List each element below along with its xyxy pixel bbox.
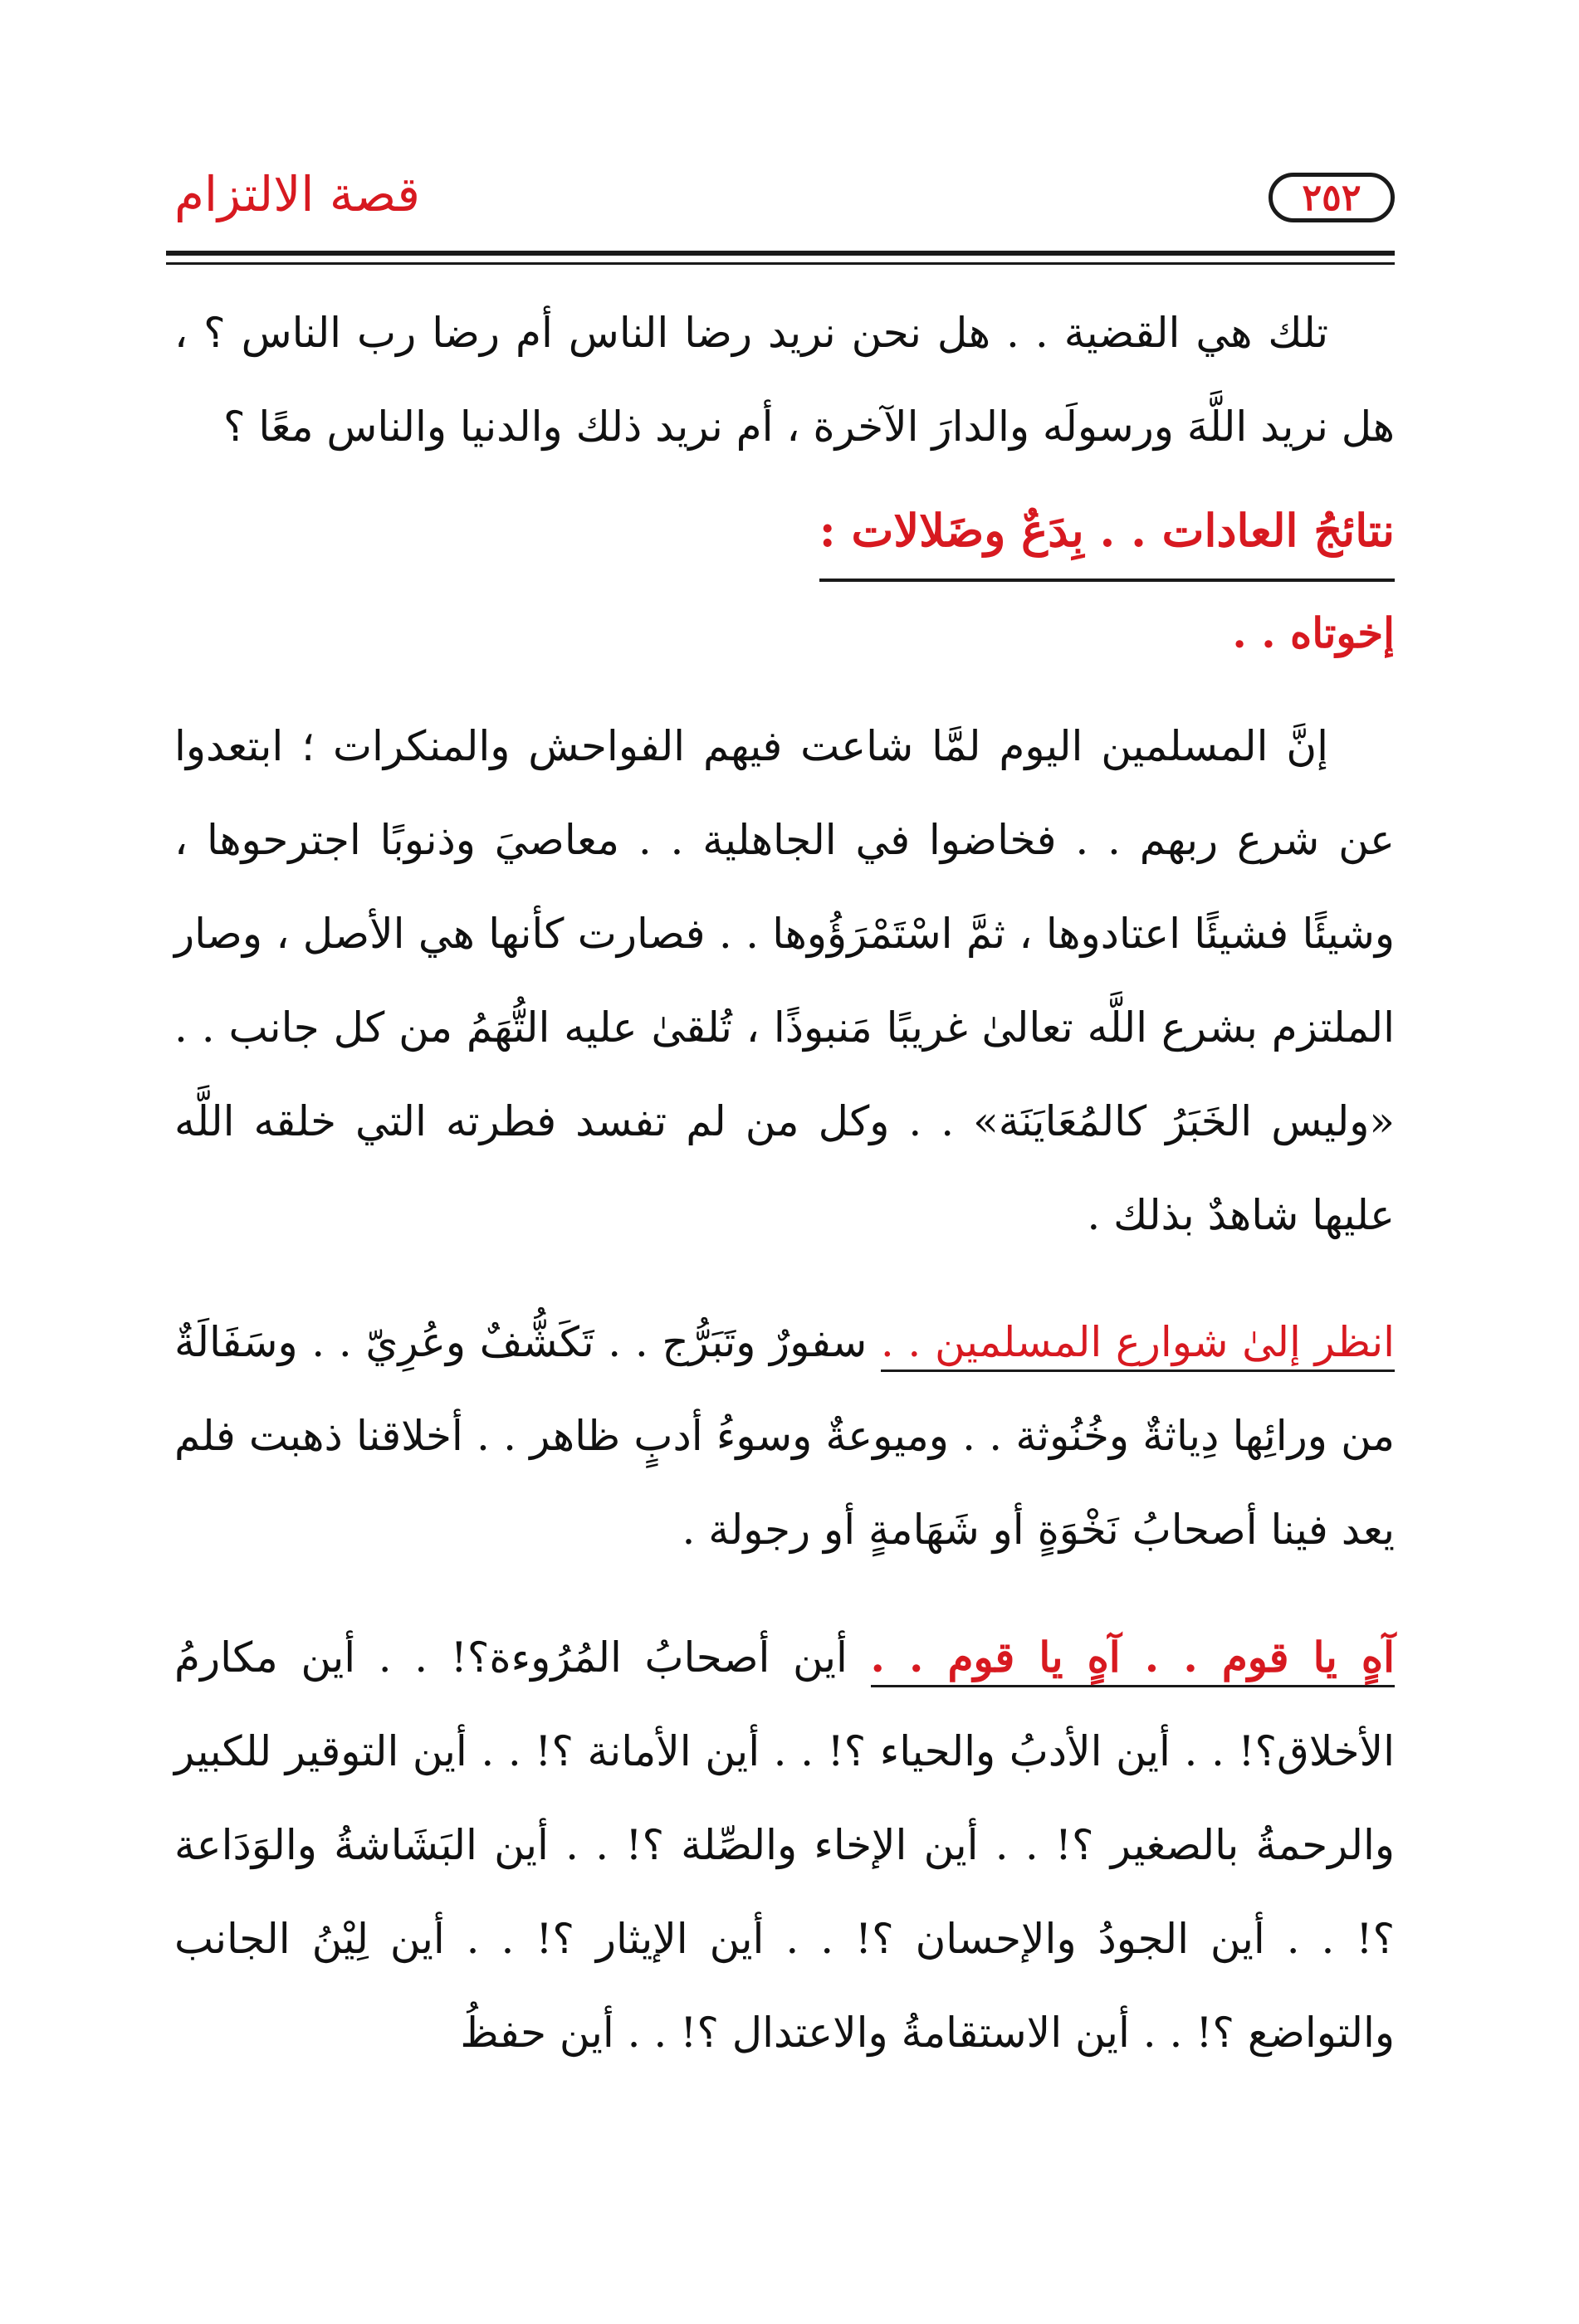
subheading: إخوتاه . . [1232, 608, 1395, 657]
page-body [174, 286, 1395, 2080]
section-heading: نتائجُ العادات . . بِدَعٌ وضَلالات : [819, 489, 1395, 582]
page-header [166, 149, 1395, 257]
paragraph-text: سفورٌ وتَبَرُّج . . تَكَشُّفٌ وعُرِيّ . . وسَفَالَةٌ من ورائِها دِياثةٌ وخُنُوثة . . وميوعةٌ وسوءُ أدبٍ ظاهر . . أخلاقنا ذهبت فلم يعد فينا أصحابُ نَخْوَةٍ أو شَهَامةٍ أو رجولة . [174, 1318, 1395, 1554]
paragraph-text: أين أصحابُ المُرُوءة؟! . . أين مكارمُ الأخلاق؟! . . أين الأدبُ والحياء ؟! . . أين الأمانة ؟! . . أين التوقير للكبير والرحمةُ بالصغير ؟! . . أين الإخاء والصِّلة ؟! . . أين البَشَاشةُ والوَدَاعة ؟! . . أين الجودُ والإحسان ؟! . . أين الإيثار ؟! . . أين لِيْنُ الجانب والتواضع ؟! . . أين الاستقامةُ والاعتدال ؟! . . أين حفظُ [174, 1633, 1395, 2057]
header-rule-thick [166, 251, 1395, 256]
running-title: قصة الالتزام [174, 166, 420, 222]
paragraph-lead-red-bold: آهٍ يا قوم . . آهٍ يا قوم . . [871, 1633, 1396, 1687]
section-heading-wrap [174, 489, 1395, 588]
paragraph-intro: تلك هي القضية . . هل نحن نريد رضا الناس أم رضا رب الناس ؟ ، هل نريد اللَّهَ ورسولَه والدارَ الآخرة ، أم نريد ذلك والدنيا والناس معًا ؟ [174, 309, 1395, 451]
paragraph-body-2 [174, 1296, 1395, 1577]
header-rule-thin [166, 262, 1395, 265]
paragraph-body-1: إنَّ المسلمين اليوم لمَّا شاعت فيهم الفواحش والمنكرات ؛ ابتعدوا عن شرع ربهم . . فخاضوا في الجاهلية . . معاصيَ وذنوبًا اجترحوها ، وشيئًا فشيئًا اعتادوها ، ثمَّ اسْتَمْرَؤُوها . . فصارت كأنها هي الأصل ، وصار الملتزم بشرع اللَّه تعالىٰ غريبًا مَنبوذًا ، تُلقىٰ عليه التُّهَمُ من كل جانب . . «وليس الخَبَرُ كالمُعَايَنَة» . . وكل من لم تفسد فطرته التي خلقه اللَّه عليها شاهدٌ بذلك . [174, 722, 1395, 1239]
page-number-badge: ٢٥٢ [1269, 173, 1395, 222]
paragraph-body-3 [174, 1610, 1395, 2080]
paragraph-lead-red: انظر إلىٰ شوارع المسلمين . . [881, 1318, 1395, 1372]
